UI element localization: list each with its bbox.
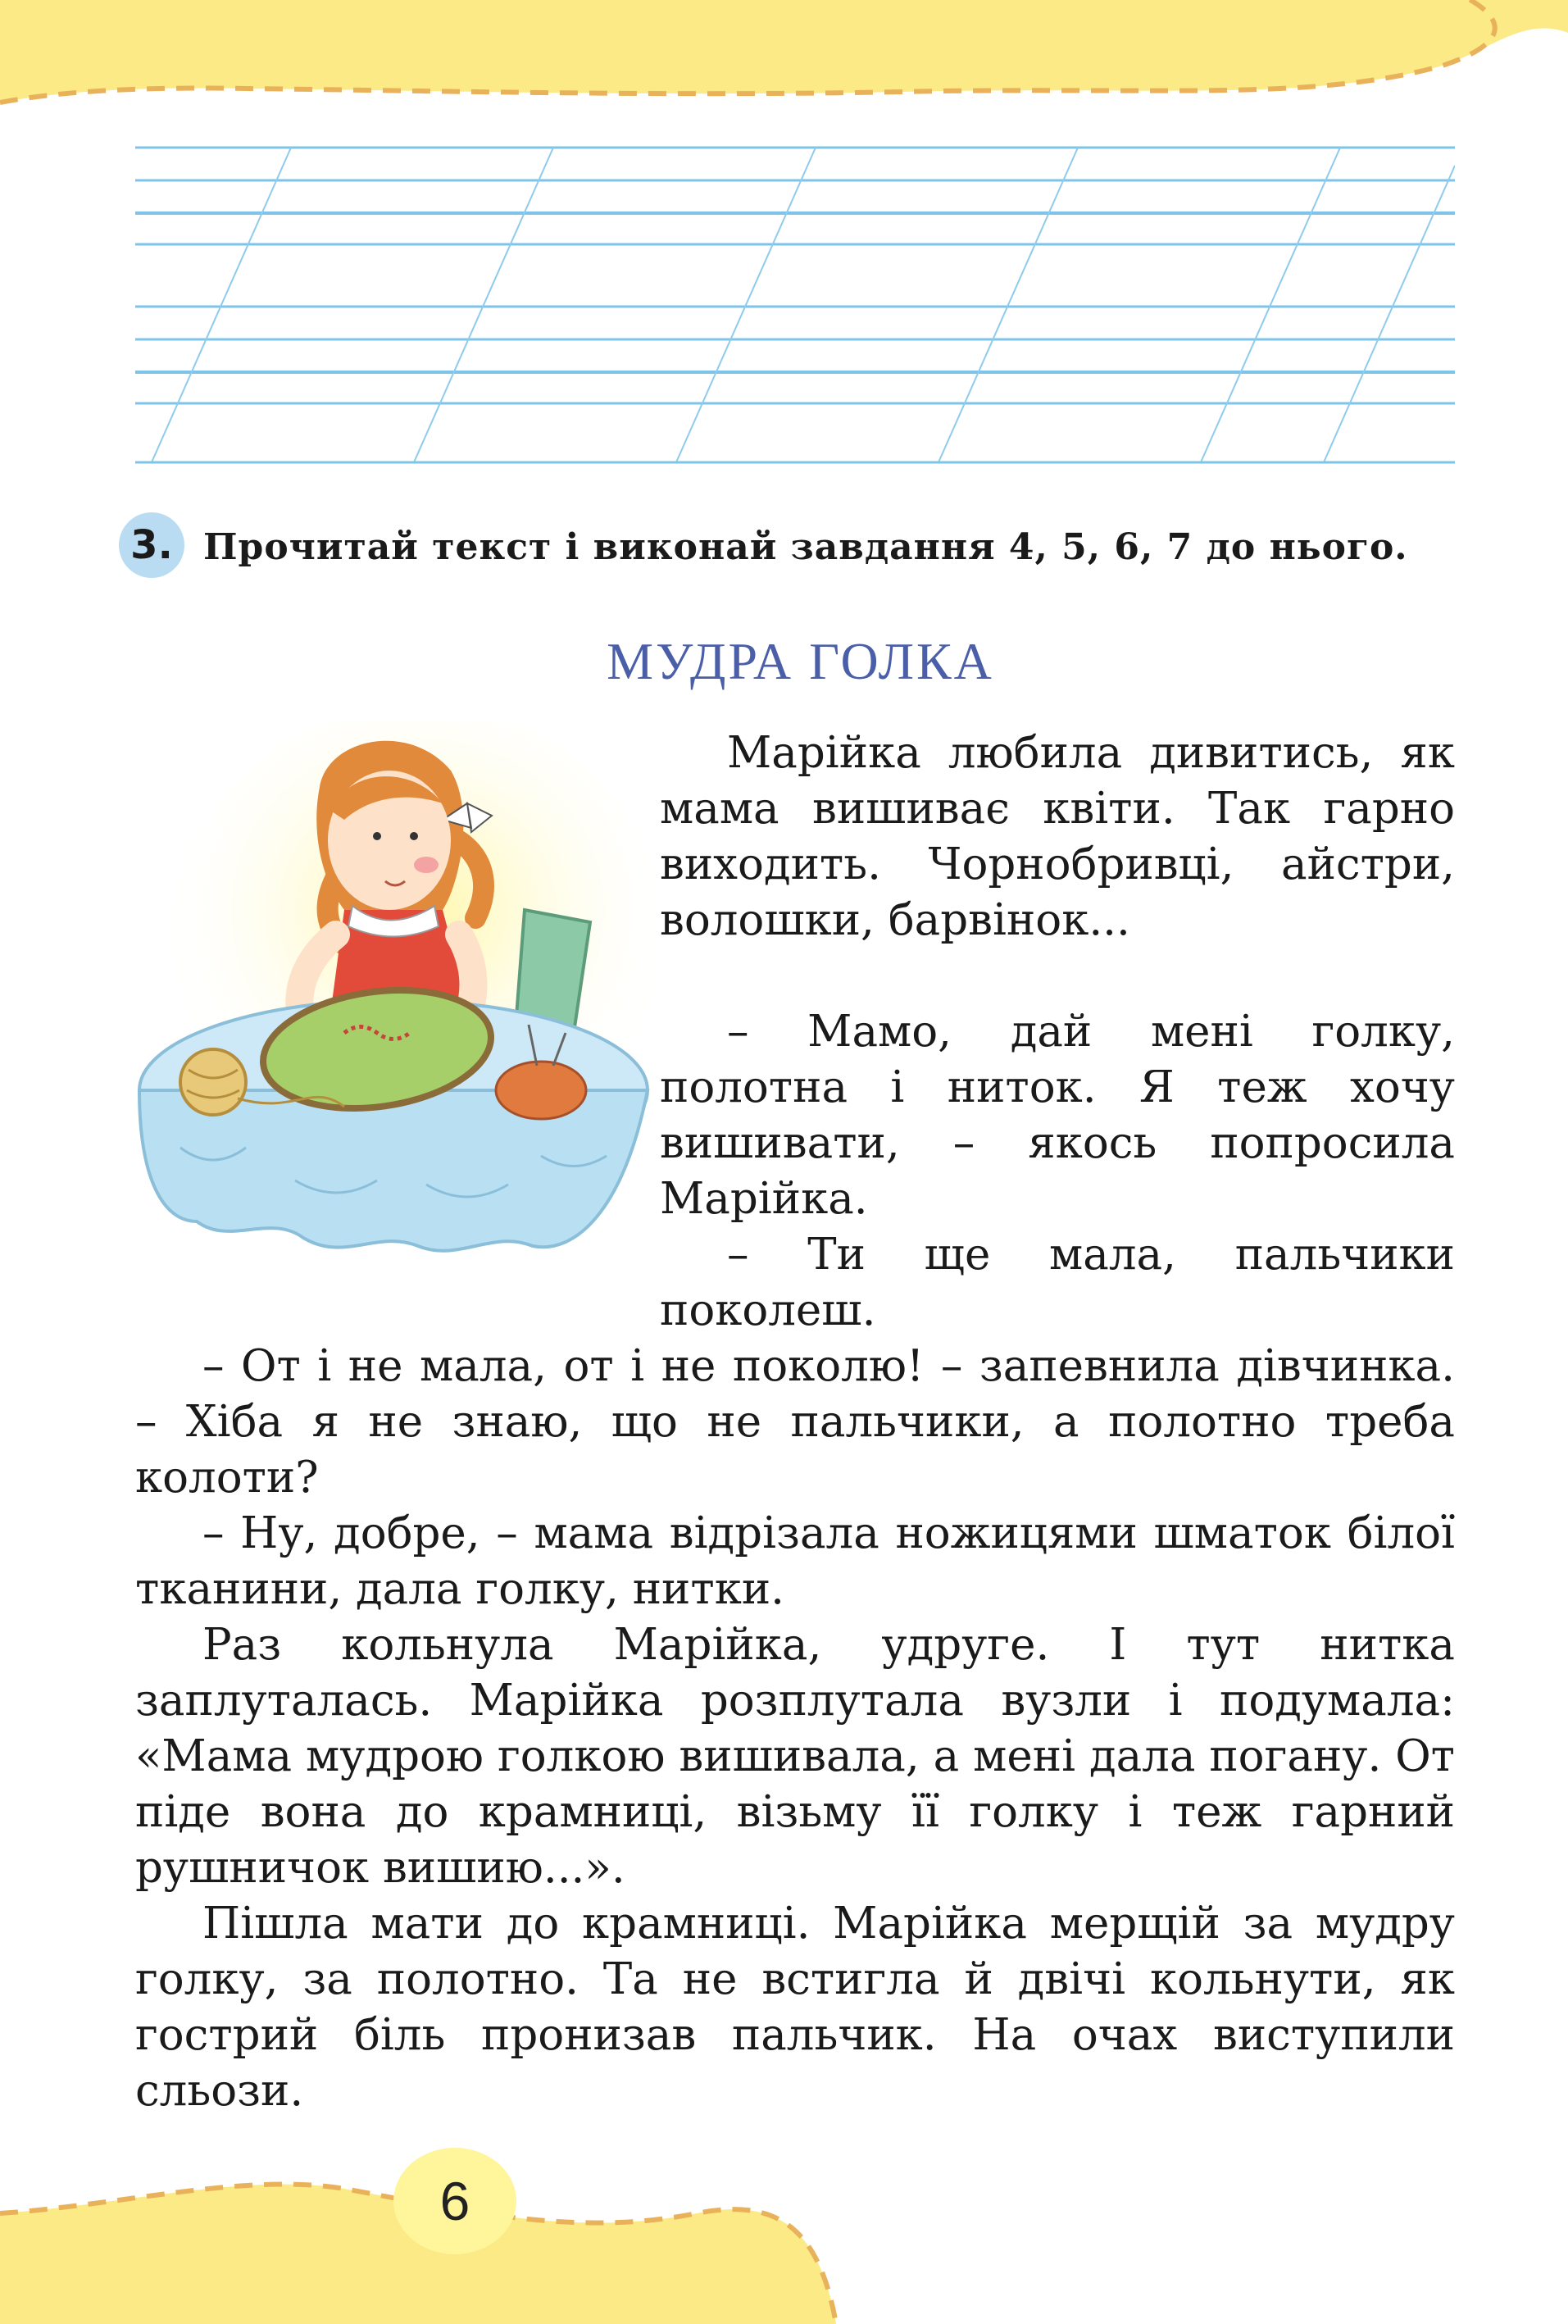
task-instruction: Прочитай текст і виконай завдання 4, 5, 6, 7 до нього. (203, 526, 1408, 568)
story-paragraph-1: Марійка любила дивитись, як мама вишиває квіти. Так гарно виходить. Чорнобривці, айстри, волошки, барвінок... (660, 728, 1455, 945)
story-paragraph-2: – Мамо, дай мені голку, полотна і ниток. Я теж хочу вишивати, – якось попросила Марійка. (660, 1007, 1455, 1224)
story-title: МУДРА ГОЛКА (607, 632, 994, 690)
girl-embroidering-illustration (131, 721, 656, 1279)
story-paragraph-4: – От і не мала, от і не поколю! – запевнила дівчинка. – Хіба я не знаю, що не пальчики, а полотно треба колоти? (135, 1341, 1455, 1503)
story-paragraph-6: Раз кольнула Марійка, удруге. І тут нитка заплуталась. Марійка розплутала вузли і подумала: «Мама мудрою голкою вишивала, а мені дала погану. От піде вона до крамниці, візьму її голку і теж гарний рушничок вишию...». (135, 1620, 1455, 1893)
story-paragraph-3: – Ти ще мала, пальчики поколеш. (660, 1230, 1455, 1335)
page-number: 6 (393, 2148, 516, 2254)
task-number-badge: 3. (119, 512, 184, 578)
story-paragraph-5: – Ну, добре, – мама відрізала ножицями шматок білої тканини, дала голку, нитки. (135, 1508, 1455, 1614)
writing-practice-lines[interactable] (135, 141, 1455, 469)
story-paragraph-7: Пішла мати до крамниці. Марійка мерщій за мудру голку, за полотно. Та не встигла й двічі кольнути, як гострий біль пронизав пальчик. На очах виступили сльози. (135, 1899, 1455, 2116)
